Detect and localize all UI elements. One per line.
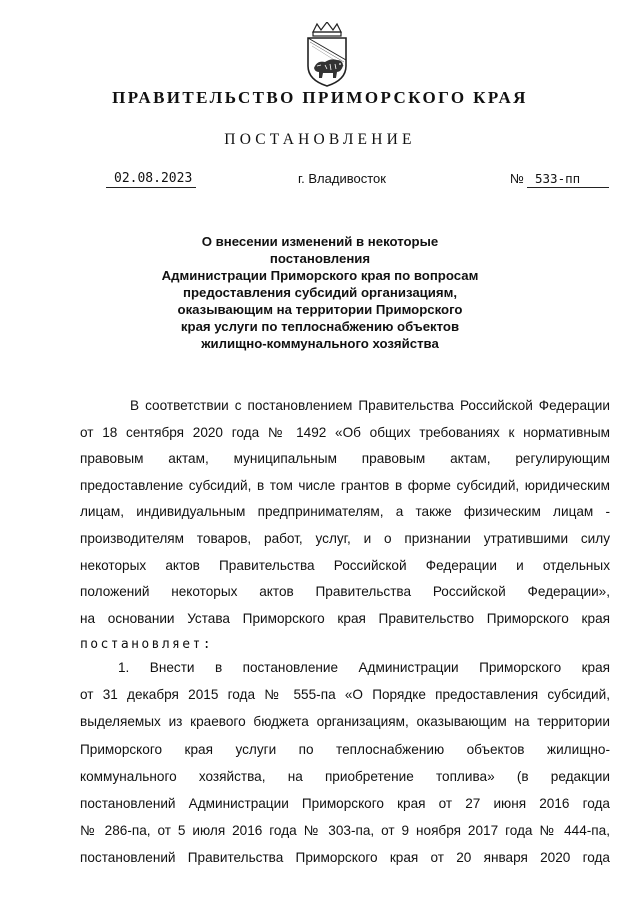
subject-line: предоставления субсидий организациям,: [182, 285, 458, 300]
subject-line: оказывающим на территории Приморского: [177, 302, 463, 317]
item-1-line: постановлений Правительства Приморского края от 20 января 2020 года: [80, 850, 610, 866]
preamble-line: правовым актам, муниципальным правовым актам, регулирующим: [80, 451, 610, 467]
government-title: ПРАВИТЕЛЬСТВО ПРИМОРСКОГО КРАЯ: [112, 88, 528, 107]
document-type: ПОСТАНОВЛЕНИЕ: [224, 131, 416, 148]
preamble-line: предоставление субсидий, в том числе грантов в форме субсидий, юридическим: [80, 477, 610, 493]
item-1-line: № 286-па, от 5 июля 2016 года № 303-па, от 9 ноября 2017 года № 444-па,: [80, 823, 610, 839]
coat-of-arms-icon: [303, 22, 351, 88]
subject-line: края услуги по теплоснабжению объектов: [180, 319, 460, 334]
document-number: 533-пп: [527, 171, 609, 188]
preamble-line: производителям товаров, работ, услуг, и о признании утратившими силу: [80, 530, 610, 546]
preamble-line: на основании Устава Приморского края Правительство Приморского края: [80, 610, 610, 626]
preamble-line: от 18 сентября 2020 года № 1492 «Об общих требованиях к нормативным: [80, 424, 610, 440]
number-label: №: [510, 171, 524, 186]
item-1-line: Приморского края услуги по теплоснабжению объектов жилищно-: [80, 741, 610, 757]
preamble-line: лицам, индивидуальным предпринимателям, а также физическим лицам -: [80, 504, 610, 520]
preamble-line: положений некоторых актов Правительства Российской Федерации»,: [80, 584, 610, 600]
subject-heading: [150, 233, 490, 352]
subject-line: О внесении изменений в некоторые постановления: [201, 234, 439, 266]
item-1-line: 1. Внести в постановление Администрации Приморского края: [118, 660, 610, 675]
item-1-line: коммунального хозяйства, на приобретение топлива» (в редакции: [80, 768, 610, 784]
preamble-line: В соответствии с постановлением Правительства Российской Федерации: [130, 398, 610, 413]
subject-line: жилищно-коммунального хозяйства: [201, 336, 439, 351]
decree-word: постановляет:: [80, 637, 213, 653]
subject-line: Администрации Приморского края по вопросам: [161, 268, 479, 283]
item-1-line: от 31 декабря 2015 года № 555-па «О Порядке предоставления субсидий,: [80, 687, 610, 703]
preamble-paragraph: [80, 393, 610, 659]
document-city: г. Владивосток: [298, 171, 386, 186]
item-1-line: постановлений Администрации Приморского края от 27 июня 2016 года: [80, 796, 610, 812]
item-1-paragraph: [80, 654, 610, 872]
preamble-line: некоторых актов Правительства Российской Федерации и отдельных: [80, 557, 610, 573]
item-1-line: выделяемых из краевого бюджета организациям, оказывающим на территории: [80, 714, 610, 730]
document-date: 02.08.2023: [106, 171, 196, 188]
